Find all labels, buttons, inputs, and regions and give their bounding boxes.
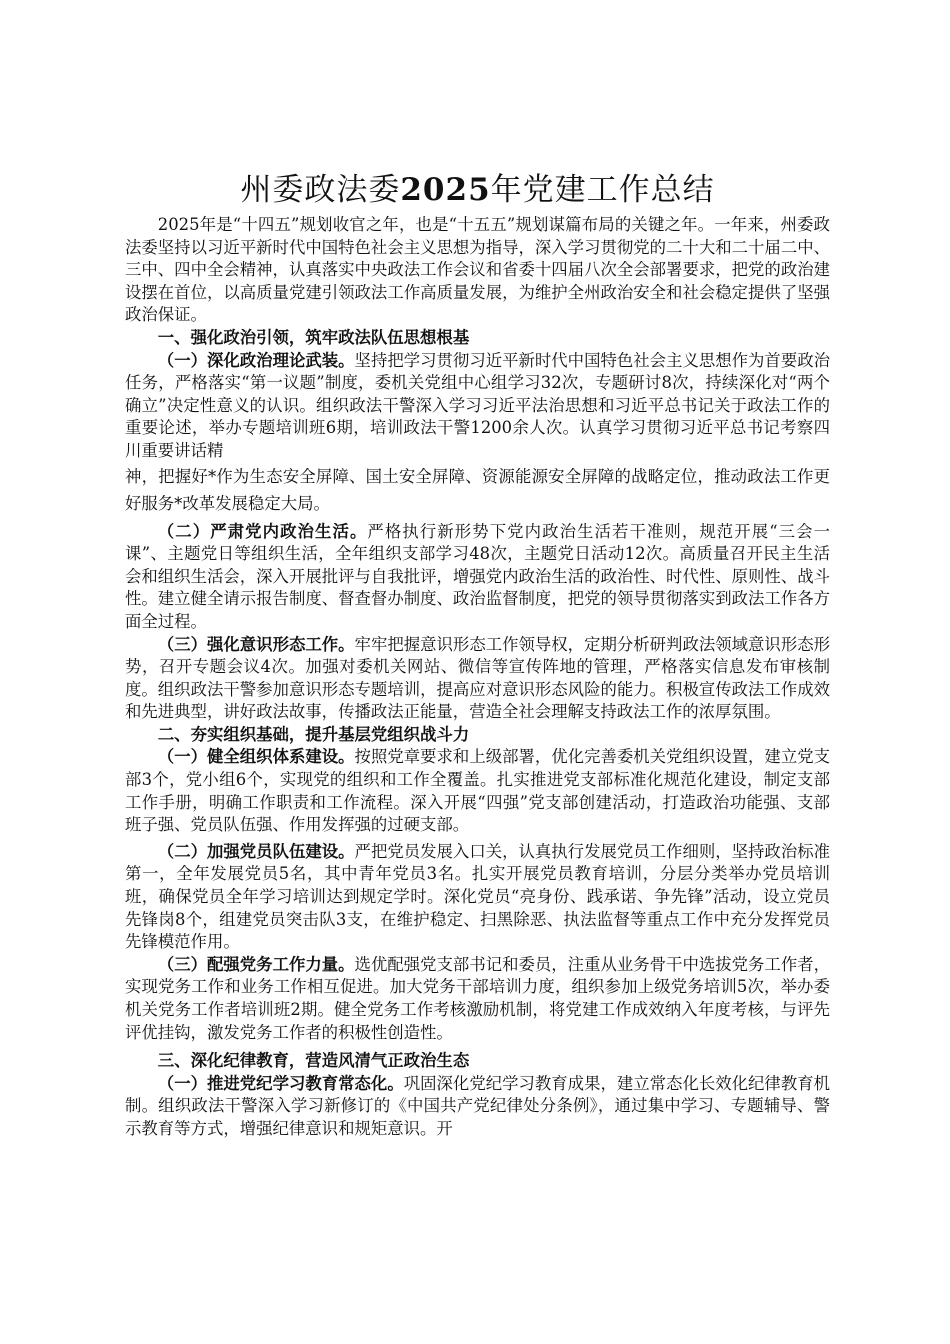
item-lead: （二）加强党员队伍建设。: [157, 841, 355, 861]
section-3-item-1: [125, 1073, 830, 1141]
item-lead: （一）健全组织体系建设。: [157, 747, 355, 767]
section-1-item-1: [125, 350, 830, 463]
section-heading-2: 二、夯实组织基础，提升基层党组织战斗力: [157, 724, 470, 744]
item-body: 严把党员发展入口关，认真执行发展党员工作细则，坚持政治标准第一，全年发展党员5名，其中青年党员3名。扎实开展党员教育培训，分层分类举办党员培训班，确保党员全年学习培训达到规定学时。深化党员“亮身份、践承诺、争先锋”活动，设立党员先锋岗8个，组建党员突击队3支，在维护稳定、扫黑除恶、执法监督等重点工作中充分发挥党员先锋模范作用。: [125, 841, 831, 952]
document-body: [125, 168, 830, 1141]
section-1-item-3: [125, 634, 830, 724]
section-heading-1: 一、强化政治引领，筑牢政法队伍思想根基: [157, 327, 470, 347]
item-lead: （一）推进党纪学习教育常态化。: [157, 1073, 404, 1093]
section-1-item-2: [125, 521, 830, 634]
item-body: 按照党章要求和上级部署，优化完善委机关党组织设置，建立党支部3个，党小组6个，实现党的组织和工作全覆盖。扎实推进党支部标准化规范化建设，制定支部工作手册，明确工作职责和工作流程。深入开展“四强”党支部创建活动，打造政治功能强、支部班子强、党员队伍强、作用发挥强的过硬支部。: [125, 747, 831, 835]
item-body: 选优配强党支部书记和委员，注重从业务骨干中选拔党务工作者，实现党务工作和业务工作相互促进。加大党务干部培训力度，组织参加上级党务培训5次，举办委机关党务工作者培训班2期。健全党务工作考核激励机制，将党建工作成效纳入年度考核，与评先评优挂钩，激发党务工作者的积极性创造性。: [125, 954, 831, 1042]
item-body-continued: 神，把握好*作为生态安全屏障、国土安全屏障、资源能源安全屏障的战略定位，推动政法工作更好服务*改革发展稳定大局。: [125, 466, 830, 513]
document-title: [125, 168, 830, 212]
item-lead: （三）强化意识形态工作。: [157, 634, 355, 654]
item-body: 坚持把学习贯彻习近平新时代中国特色社会主义思想作为首要政治任务，严格落实“第一议题”制度，委机关党组中心组学习32次，专题研讨8次，持续深化对“两个确立”决定性意义的认识。组织政法干警深入学习习近平法治思想和习近平总书记关于政法工作的重要论述，举办专题培训班6期，培训政法干警1200余人次。认真学习贯彻习近平总书记考察四川重要讲话精: [125, 350, 831, 460]
item-lead: （一）深化政治理论武装。: [157, 350, 355, 370]
item-lead: （二）严肃党内政治生活。: [157, 521, 368, 541]
title-suffix: 年党建工作总结: [490, 172, 715, 208]
section-2-item-1: [125, 746, 830, 836]
item-lead: （三）配强党务工作力量。: [157, 954, 355, 974]
intro-paragraph: 2025年是“十四五”规划收官之年，也是“十五五”规划谋篇布局的关键之年。一年来，州委政法委坚持以习近平新时代中国特色社会主义思想为指导，深入学习贯彻党的二十大和二十届二中、三中、四中全会精神，认真落实中央政法工作会议和省委十四届八次全会部署要求，把党的政治建设摆在首位，以高质量党建引领政法工作高质量发展，为维护全州政治安全和社会稳定提供了坚强政治保证。: [125, 215, 830, 325]
section-heading-3: 三、深化纪律教育，营造风清气正政治生态: [157, 1051, 470, 1071]
item-body: 巩固深化党纪学习教育成果，建立常态化长效化纪律教育机制。组织政法干警深入学习新修订的《中国共产党纪律处分条例》，通过集中学习、专题辅导、警示教育等方式，增强纪律意识和规矩意识。开: [125, 1073, 831, 1138]
title-prefix: 州委政法委: [240, 172, 401, 208]
title-year: 2025: [400, 172, 491, 208]
section-1-item-1-continued: [125, 463, 830, 517]
section-2-item-2: [125, 841, 830, 954]
item-body: 牢牢把握意识形态工作领导权，定期分析研判政法领域意识形态形势，召开专题会议4次。加强对委机关网站、微信等宣传阵地的管理，严格落实信息发布审核制度。组织政法干警参加意识形态专题培训，提高应对意识形态风险的能力。积极宣传政法工作成效和先进典型，讲好政法故事，传播政法正能量，营造全社会理解支持政法工作的浓厚氛围。: [125, 634, 831, 722]
section-2-item-3: [125, 954, 830, 1044]
item-body: 严格执行新形势下党内政治生活若干准则，规范开展“三会一课”、主题党日等组织生活，全年组织支部学习48次，主题党日活动12次。高质量召开民主生活会和组织生活会，深入开展批评与自我批评，增强党内政治生活的政治性、时代性、原则性、战斗性。建立健全请示报告制度、督查督办制度、政治监督制度，把党的领导贯彻落实到政法工作各方面全过程。: [125, 521, 830, 631]
